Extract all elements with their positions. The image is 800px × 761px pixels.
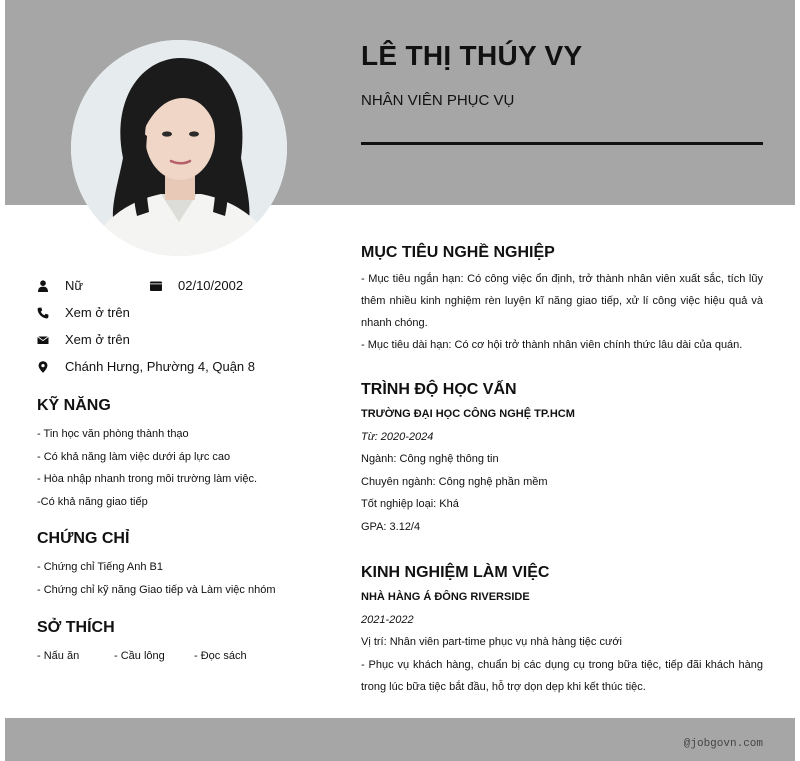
hobbies-title: SỞ THÍCH <box>37 619 115 636</box>
school-name: TRƯỜNG ĐẠI HỌC CÔNG NGHỆ TP.HCM <box>361 408 575 420</box>
email-value: Xem ở trên <box>65 332 130 347</box>
profile-photo <box>71 40 287 256</box>
candidate-name: LÊ THỊ THÚY VY <box>361 40 583 71</box>
info-row-gender-birthdate <box>37 272 337 299</box>
experience-role: Vị trí: Nhân viên part-time phục vụ nhà hàng tiệc cưới <box>361 636 622 648</box>
certificate-item: - Chứng chỉ kỹ năng Giao tiếp và Làm việc nhóm <box>37 583 276 596</box>
cv-page <box>5 0 795 761</box>
skills-section <box>37 397 337 513</box>
gender-field <box>37 278 150 293</box>
info-row-email <box>37 326 337 353</box>
certificates-section <box>37 530 337 601</box>
certificates-title: CHỨNG CHỈ <box>37 530 130 547</box>
skill-item: - Có khả năng làm việc dưới áp lực cao <box>37 450 231 463</box>
experience-title: KINH NGHIỆM LÀM VIỆC <box>361 564 550 581</box>
footer-band <box>5 718 795 761</box>
calendar-icon <box>150 280 162 292</box>
long-term-goal: - Mục tiêu dài hạn: Có cơ hội trở thành nhân viên chính thức lâu dài của quán. <box>361 339 743 351</box>
education-specialization: Chuyên ngành: Công nghệ phần mềm <box>361 475 548 488</box>
objective-section <box>361 244 763 356</box>
hobby-item: - Đọc sách <box>194 650 247 662</box>
phone-icon <box>37 307 49 319</box>
envelope-icon <box>37 334 49 346</box>
experience-duties: - Phục vụ khách hàng, chuẩn bị các dụng cụ trong bữa tiệc, tiếp đãi khách hàng trong lúc bữa tiệc bắt đầu, hỗ trợ dọn dẹp khi kết thúc tiệc. <box>361 658 763 693</box>
education-major: Ngành: Công nghệ thông tin <box>361 453 499 465</box>
experience-section <box>361 564 763 698</box>
short-term-goal: - Mục tiêu ngắn hạn: Có công việc ổn định, trở thành nhân viên xuất sắc, tích lũy thêm nhiều kinh nghiệm rèn luyện kĩ năng giao tiếp, xử lí công việc hiệu quả và nhanh chóng. <box>361 273 763 329</box>
info-row-phone <box>37 299 337 326</box>
objective-title: MỤC TIÊU NGHỀ NGHIỆP <box>361 244 555 261</box>
skills-title: KỸ NĂNG <box>37 397 111 414</box>
avatar <box>71 40 287 256</box>
birthdate-value: 02/10/2002 <box>178 278 244 293</box>
company-name: NHÀ HÀNG Á ĐÔNG RIVERSIDE <box>361 591 530 603</box>
education-period: Từ: 2020-2024 <box>361 430 434 443</box>
skill-item: - Tin học văn phòng thành thạo <box>37 428 189 440</box>
location-pin-icon <box>37 361 49 373</box>
footer-watermark: @jobgovn.com <box>683 738 763 750</box>
education-classification: Tốt nghiệp loại: Khá <box>361 498 459 510</box>
phone-value: Xem ở trên <box>65 305 130 320</box>
skill-item: -Có khả năng giao tiếp <box>37 495 148 508</box>
title-divider <box>361 142 763 145</box>
person-icon <box>37 280 49 292</box>
hobbies-section <box>37 619 337 668</box>
hobby-item: - Nấu ăn <box>37 650 80 662</box>
birthdate-field <box>150 278 243 293</box>
education-title: TRÌNH ĐỘ HỌC VẤN <box>361 381 517 398</box>
gender-value: Nữ <box>65 278 84 293</box>
certificate-item: - Chứng chỉ Tiếng Anh B1 <box>37 561 163 573</box>
education-gpa: GPA: 3.12/4 <box>361 520 421 533</box>
skill-item: - Hòa nhập nhanh trong môi trường làm việc. <box>37 473 258 485</box>
experience-period: 2021-2022 <box>361 613 414 626</box>
info-row-address <box>37 353 337 380</box>
hobby-item: - Cầu lông <box>114 650 165 662</box>
contact-info <box>37 272 337 380</box>
education-section <box>361 381 763 538</box>
job-title: NHÂN VIÊN PHỤC VỤ <box>361 92 515 109</box>
address-value: Chánh Hưng, Phường 4, Quận 8 <box>65 359 255 374</box>
